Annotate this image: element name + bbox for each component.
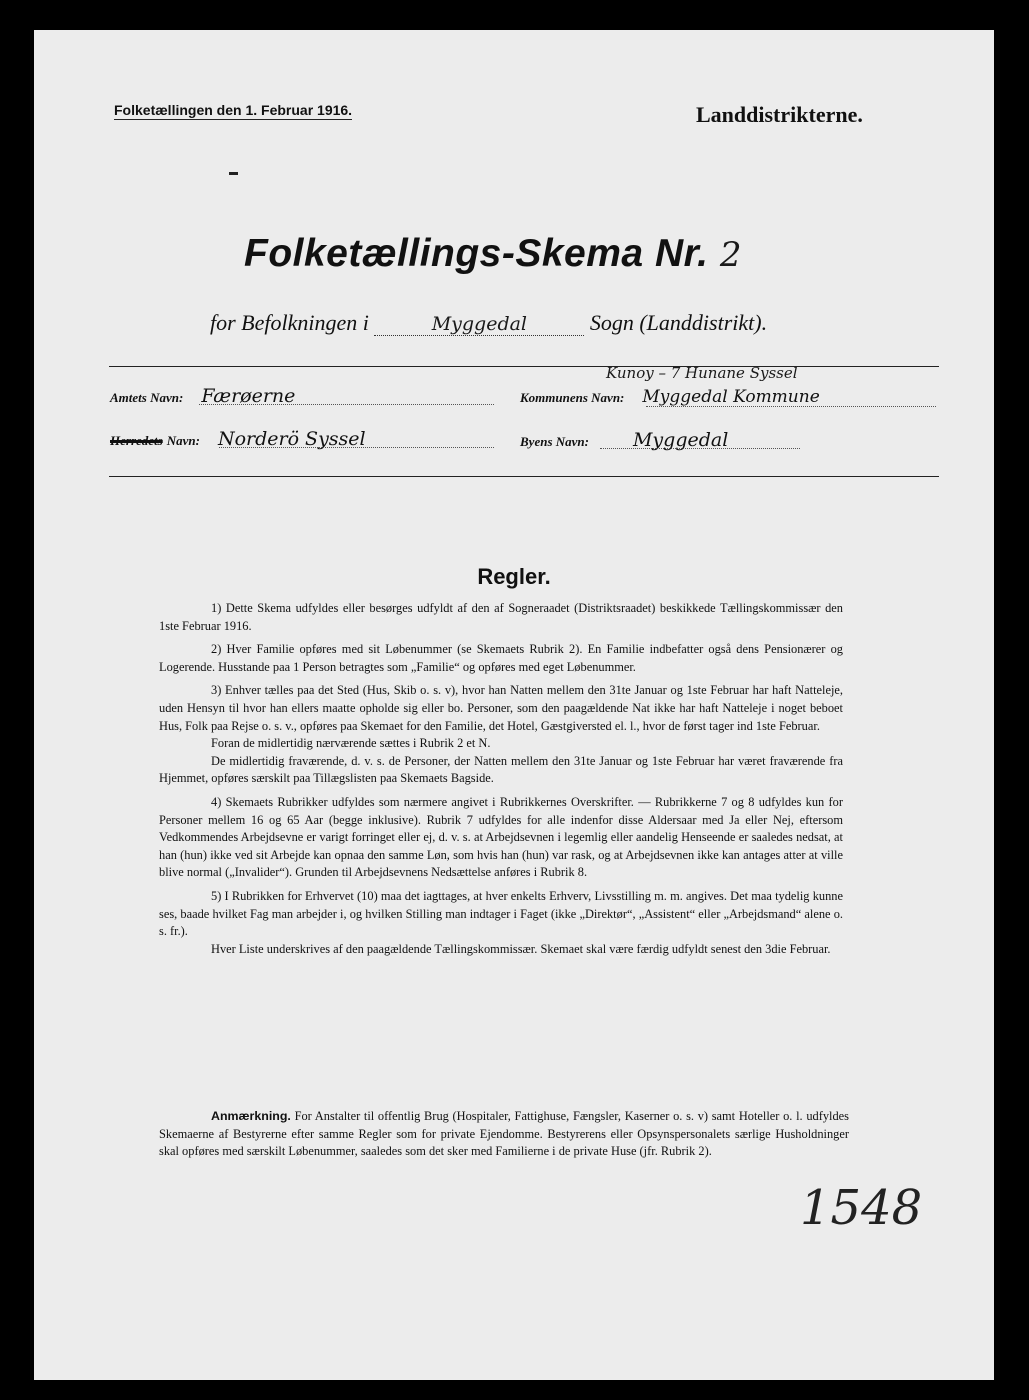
subtitle-suffix: Sogn (Landdistrikt).: [589, 310, 768, 335]
census-date-header: Folketællingen den 1. Februar 1916.: [114, 102, 353, 118]
rule-paragraph: 1) Dette Skema udfyldes eller besørges udfyldt af den af Sogneraadet (Distriktsraadet) beskikkede Tællingskommissær den 1ste Februar 1916.: [159, 601, 843, 633]
kommune-label: Kommunens Navn:: [520, 390, 625, 405]
kommune-fill-line: [646, 406, 936, 407]
by-fill-line: [600, 448, 800, 449]
amt-value-handwritten: Færøerne: [201, 385, 296, 407]
by-label: Byens Navn:: [520, 434, 589, 449]
rule-paragraph: 3) Enhver tælles paa det Sted (Hus, Skib o. s. v), hvor han Natten mellem den 31te Januar og 1ste Februar har haft Natteleje, uden Hensyn til hvor han ellers maatte opholde sig eller bo. Personer, som den paagældende Nat ikke har haft Natteleje i noget beboet Hus, Folk paa Rejse o. s. v., opføres paa Skemaet for den Familie, det Hotel, Gæstgiversted el. l., hvor de først tager ind 1ste Februar.: [159, 683, 843, 733]
herred-fill-line: [219, 447, 494, 448]
kommune-field: [520, 387, 820, 407]
district-type-header: Landdistrikterne.: [696, 102, 863, 127]
ink-mark: [229, 172, 238, 175]
rule-paragraph: 5) I Rubrikken for Erhvervet (10) maa det iagttages, at hver enkelts Erhverv, Livsstilling m. m. angives. Det maa tydelig kunne ses, baade hvilket Fag man arbejder i, og hvilken Stilling man indtager i Faget (ikke „Direktør“, „Assistent“ eller „Arbejdsmand“ alene o. s. fr.).: [159, 888, 843, 939]
rule-paragraph: 4) Skemaets Rubrikker udfyldes som nærmere angivet i Rubrikkernes Overskrifter. — Rubrikkerne 7 og 8 udfyldes kun for Personer mellem 16 og 65 Aar (begge inklusive). Rubrik 7 udfyldes for alle indenfor disse Aldersaar med Ja eller Nej, eftersom Vedkommendes Arbejdsevne er varigt forringet eller ej, d. v. s. at Arbejdsevnen i legemlig eller aandelig Henseende er saaledes nedsat, at han (hun) ikke ved sit Arbejde kan opnaa den samme Løn, som hvis han (hun) var rask, og at Arbejdsevnen ikke kan antages atter at ville blive normal („Invalider“). Grunden til Arbejdsevnens Nedsættelse anføres i Rubrik 8.: [159, 794, 843, 880]
kommune-value-handwritten: Myggedal Kommune: [642, 387, 820, 407]
annotation-label: Anmærkning.: [211, 1109, 291, 1123]
amt-label: Amtets Navn:: [110, 390, 184, 405]
annotation-note: [159, 1108, 849, 1161]
rules-heading: Regler.: [477, 564, 551, 589]
form-number-handwritten: 2: [719, 235, 742, 275]
rule-paragraph: De midlertidig fraværende, d. v. s. de Personer, der Natten mellem den 31te Januar og 1ste Februar har været fraværende fra Hjemmet, opføres særskilt paa Tillægslisten paa Skemaets Bagside.: [159, 753, 843, 786]
form-subtitle: [210, 310, 767, 336]
divider-bottom: [109, 476, 939, 477]
form-title: [244, 232, 742, 276]
herred-value-handwritten: Norderö Syssel: [217, 428, 366, 450]
parish-name-handwritten: Myggedal: [374, 313, 584, 336]
census-form-page: [34, 30, 994, 1380]
rule-paragraph: Foran de midlertidig nærværende sættes i Rubrik 2 et N.: [211, 736, 491, 751]
form-title-text: Folketællings-Skema Nr.: [244, 232, 709, 275]
archive-number-handwritten: 1548: [800, 1180, 923, 1236]
subtitle-prefix: for Befolkningen i: [210, 310, 369, 335]
herred-struck-label: Herredets: [110, 433, 163, 448]
annotation-text: For Anstalter til offentlig Brug (Hospitaler, Fattighuse, Fængsler, Kaserner o. s. v) samt Hoteller o. l. udfyldes Skemaerne af Bestyrerne efter samme Regler som for private Ejendomme. Bestyrerens eller Opsynspersonalets særlige Husholdninger skal opføres med særskilt Løbenummer, saaledes som det sker med Familierne i de private Huse (jfr. Rubrik 2).: [159, 1109, 849, 1159]
rules-text: [159, 600, 843, 964]
divider-top: [109, 366, 939, 367]
herred-label: Navn:: [166, 433, 200, 448]
amt-fill-line: [199, 404, 494, 405]
kommune-value-top-handwritten: Kunoy – 7 Hunane Syssel: [606, 364, 798, 382]
rule-paragraph: 2) Hver Familie opføres med sit Løbenummer (se Skemaets Rubrik 2). En Familie indbefatter også dens Pensionærer og Logerende. Husstande paa 1 Person betragtes som „Familie“ og opføres med eget Løbenummer.: [159, 642, 843, 674]
rule-paragraph: Hver Liste underskrives af den paagældende Tællingskommissær. Skemaet skal være færdig udfyldt senest den 3die Februar.: [211, 941, 831, 956]
by-value-handwritten: Myggedal: [632, 429, 729, 451]
